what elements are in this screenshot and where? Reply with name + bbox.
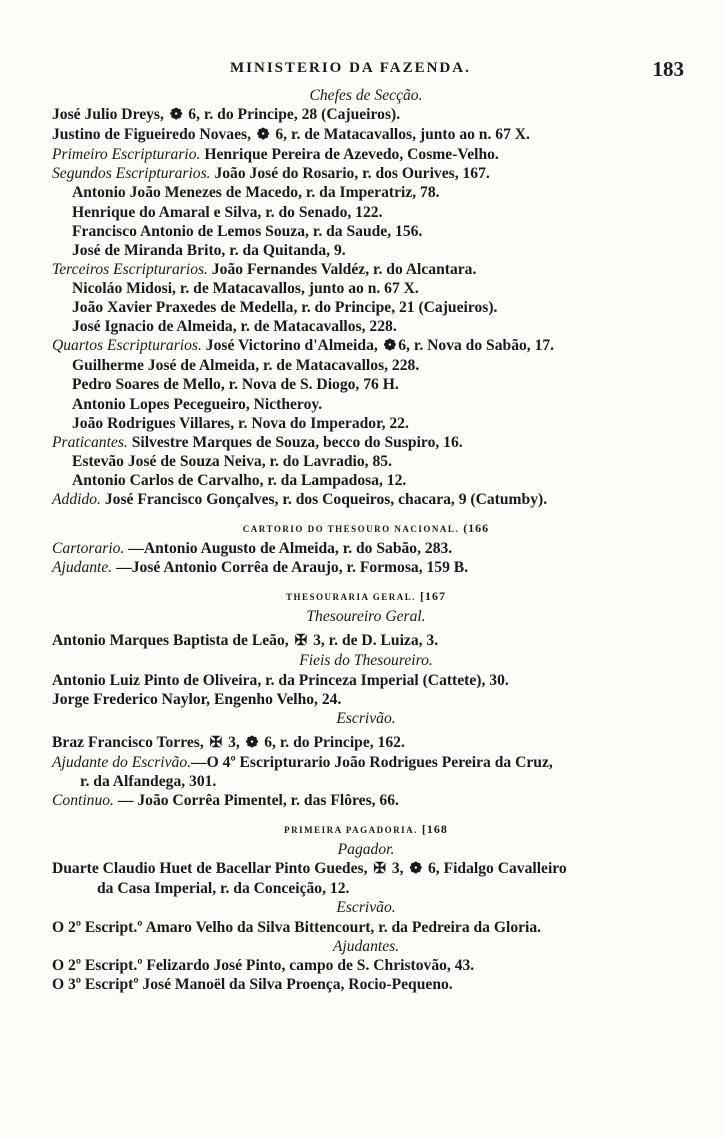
- heading-chefes: Chefes de Secção.: [309, 87, 423, 104]
- entry: Antonio Marques Baptista de Leão, ✠ 3, r. de D. Luiza, 3.: [52, 631, 680, 651]
- entry: Estevão José de Souza Neiva, r. do Lavradio, 85.: [72, 452, 392, 470]
- entry: Addido. José Francisco Gonçalves, r. dos Coqueiros, chacara, 9 (Catumby).: [52, 490, 548, 508]
- entry: r. da Alfandega, 301.: [80, 773, 217, 790]
- heading-fieis: Fieis do Thesoureiro.: [299, 652, 433, 670]
- entry: Antonio João Menezes de Macedo, r. da Imperatriz, 78.: [72, 184, 440, 202]
- entry: João Rodrigues Villares, r. Nova do Imperador, 22.: [72, 414, 409, 432]
- entry: José Julio Dreys, ❁ 6, r. do Principe, 28 (Cajueiros).: [52, 105, 680, 125]
- entry: O 2º Escript.º Felizardo José Pinto, campo de S. Christovão, 43.: [52, 956, 475, 974]
- rose-order-icon: ❁: [256, 127, 270, 144]
- entry: Ajudante do Escrivão.—O 4º Escripturario João Rodrigues Pereira da Cruz,: [52, 753, 553, 771]
- heading-pagador: Pagador.: [337, 841, 395, 859]
- section-heading-pagadoria: PRIMEIRA PAGADORIA. [168: [284, 822, 448, 837]
- section-heading-cartorio: CARTORIO DO THESOURO NACIONAL. (166: [242, 521, 490, 536]
- rose-order-icon: ❁: [383, 338, 397, 355]
- page-number: 183: [652, 57, 684, 81]
- rose-order-icon: ❁: [245, 734, 259, 751]
- entry: Terceiros Escripturarios. João Fernandes Valdéz, r. do Alcantara.: [52, 260, 477, 278]
- entry: da Casa Imperial, r. da Conceição, 12.: [97, 880, 350, 898]
- entry: O 3º Escriptº José Manoël da Silva Proença, Rocio-Pequeno.: [52, 975, 453, 993]
- entry: José Ignacio de Almeida, r. de Matacavallos, 228.: [72, 318, 397, 336]
- entry: José de Miranda Brito, r. da Quitanda, 9.: [72, 241, 346, 259]
- entry: Nicoláo Midosi, r. de Matacavallos, junto ao n. 67 X.: [72, 279, 419, 297]
- heading-thesoureiro: Thesoureiro Geral.: [306, 608, 426, 626]
- entry: Guilherme José de Almeida, r. de Matacavallos, 228.: [72, 357, 420, 375]
- rose-order-icon: ❁: [169, 107, 183, 124]
- entry: Pedro Soares de Mello, r. Nova de S. Diogo, 76 H.: [72, 376, 399, 394]
- entry: Jorge Frederico Naylor, Engenho Velho, 24.: [52, 690, 342, 708]
- running-title: MINISTERIO DA FAZENDA.: [230, 60, 471, 76]
- entry: Primeiro Escripturario. Henrique Pereira de Azevedo, Cosme-Velho.: [52, 146, 499, 164]
- entry: Antonio Luiz Pinto de Oliveira, r. da Princeza Imperial (Cattete), 30.: [52, 671, 509, 689]
- entry: Segundos Escripturarios. João José do Rosario, r. dos Ourives, 167.: [52, 165, 490, 183]
- section-heading-thesouraria: THESOURARIA GERAL. [167: [285, 589, 447, 604]
- rose-order-icon: ❁: [409, 861, 423, 878]
- entry: Duarte Claudio Huet de Bacellar Pinto Guedes, ✠ 3, ❁ 6, Fidalgo Cavalleiro: [52, 859, 680, 879]
- heading-escrivao: Escrivão.: [336, 709, 396, 727]
- entry: Justino de Figueiredo Novaes, ❁ 6, r. de Matacavallos, junto ao n. 67 X.: [52, 125, 680, 145]
- cross-order-icon: ✠: [209, 734, 223, 751]
- entry: Antonio Lopes Pecegueiro, Nictheroy.: [72, 395, 323, 413]
- entry: Ajudante. —José Antonio Corrêa de Araujo, r. Formosa, 159 B.: [52, 559, 469, 577]
- entry: Cartorario. —Antonio Augusto de Almeida, r. do Sabão, 283.: [52, 540, 453, 558]
- entry: João Xavier Praxedes de Medella, r. do Principe, 21 (Cajueiros).: [72, 299, 498, 317]
- entry: Continuo. — João Corrêa Pimentel, r. das Flôres, 66.: [52, 792, 399, 810]
- heading-escrivao-pagadoria: Escrivão.: [336, 899, 396, 917]
- page: [52, 57, 684, 994]
- running-header: [52, 57, 684, 86]
- heading-ajudantes: Ajudantes.: [332, 937, 400, 955]
- cross-order-icon: ✠: [294, 633, 308, 650]
- entry: Antonio Carlos de Carvalho, r. da Lampadosa, 12.: [72, 471, 407, 489]
- entry: O 2º Escript.º Amaro Velho da Silva Bittencourt, r. da Pedreira da Gloria.: [52, 918, 542, 936]
- cross-order-icon: ✠: [373, 861, 386, 878]
- entry: Francisco Antonio de Lemos Souza, r. da Saude, 156.: [72, 222, 423, 240]
- entry: Henrique do Amaral e Silva, r. do Senado, 122.: [72, 203, 383, 221]
- entry: Praticantes. Silvestre Marques de Souza, becco do Suspiro, 16.: [52, 433, 463, 451]
- entry: Braz Francisco Torres, ✠ 3, ❁ 6, r. do Principe, 162.: [52, 733, 680, 753]
- entry: Quartos Escripturarios. José Victorino d'Almeida, ❁ 6, r. Nova do Sabão, 17.: [52, 336, 680, 356]
